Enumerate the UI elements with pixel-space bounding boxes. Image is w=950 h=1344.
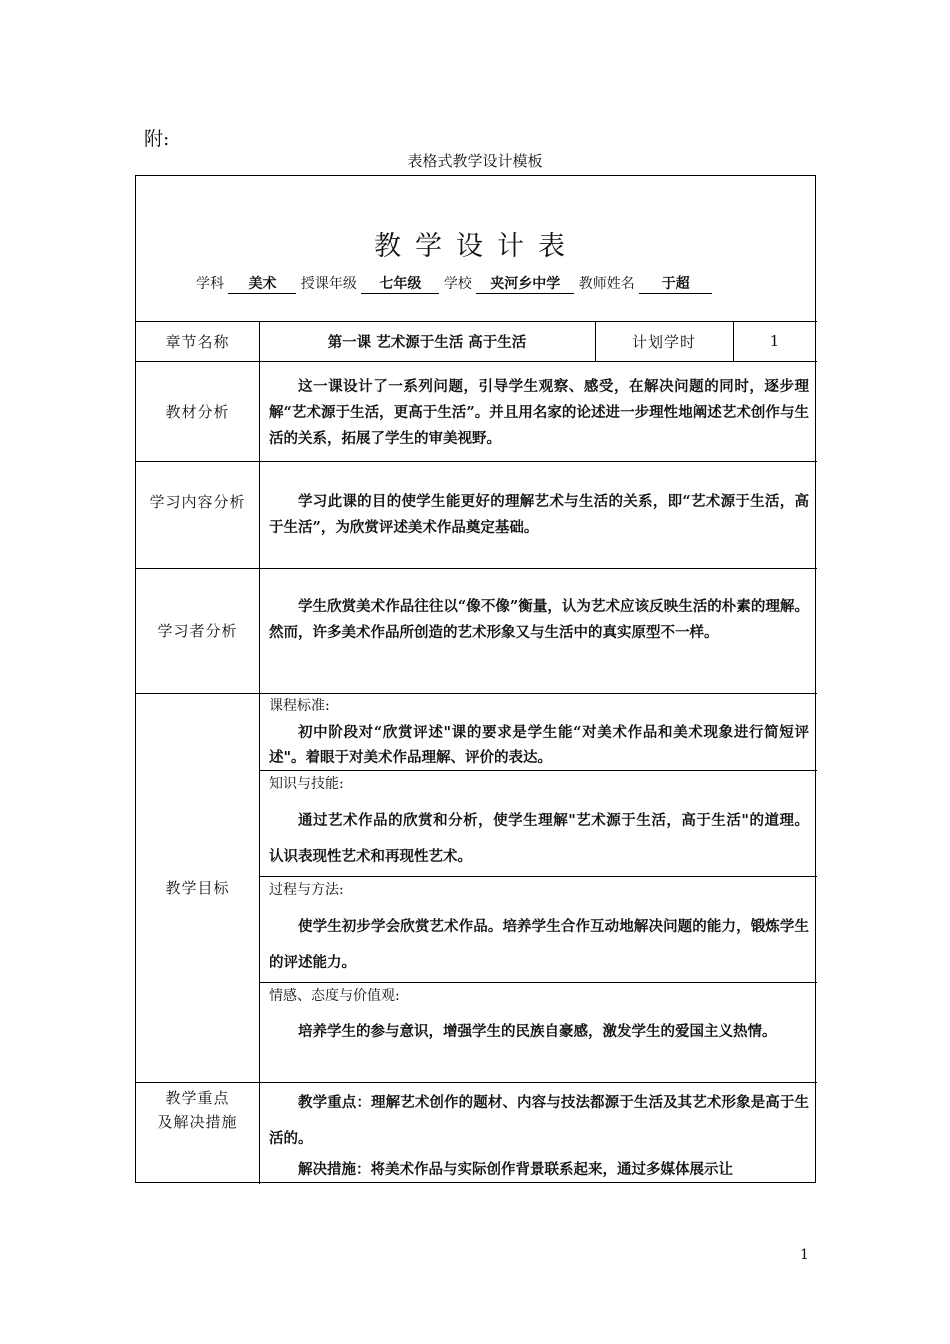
emotion-heading: 情感、态度与价值观: (269, 988, 400, 1004)
template-title: 表格式教学设计模板 (407, 152, 543, 170)
material-text: 这一课设计了一系列问题，引导学生观察、感受，在解决问题的同时，逐步理解“艺术源于生活，更高于生活”。并且用名家的论述进一步理性地阐述艺术创作与生活的关系，拓展了学生的审美视野。 (269, 378, 809, 447)
appendix-label: 附: (144, 128, 170, 150)
school-value: 夹河乡中学 (476, 273, 574, 294)
hours-value: 1 (769, 332, 781, 350)
keypoints-label (136, 1086, 259, 1134)
school-label: 学校 (443, 276, 472, 292)
table-title: 教学设计表 (374, 231, 579, 262)
subject-value: 美术 (228, 273, 296, 294)
chapter-label: 章节名称 (165, 332, 230, 351)
chapter-value: 第一课 艺术源于生活 高于生活 (327, 333, 527, 351)
sub-divider (259, 982, 817, 983)
grade-label: 授课年级 (300, 276, 357, 292)
knowledge-heading: 知识与技能: (269, 776, 344, 792)
sub-divider (259, 770, 817, 771)
grade-value: 七年级 (361, 273, 439, 294)
standard-heading: 课程标准: (269, 698, 330, 714)
process-text: 使学生初步学会欣赏艺术作品。培养学生合作互动地解决问题的能力，锻炼学生的评述能力。 (269, 918, 809, 971)
keypoints-focus: 教学重点：理解艺术创作的题材、内容与技法都源于生活及其艺术形象是高于生活的。 (269, 1094, 809, 1147)
keypoints-measure: 解决措施：将美术作品与实际创作背景联系起来，通过多媒体展示让 (298, 1161, 733, 1178)
column-divider (259, 321, 260, 1184)
goals-label: 教学目标 (165, 879, 230, 897)
learner-label: 学习者分析 (157, 622, 238, 640)
standard-text: 初中阶段对“欣赏评述"课的要求是学生能“对美术作品和美术现象进行简短评述"。着眼于对美术作品理解、评价的表达。 (269, 724, 809, 766)
material-label: 教材分析 (165, 402, 230, 421)
keypoints-label-line1: 教学重点 (165, 1089, 230, 1107)
learner-text: 学生欣赏美术作品往往以“像不像”衡量，认为艺术应该反映生活的朴素的理解。然而，许多美术作品所创造的艺术形象又与生活中的真实原型不一样。 (269, 598, 809, 641)
teacher-label: 教师姓名 (578, 276, 635, 292)
sub-divider (259, 876, 817, 877)
content-text: 学习此课的目的使学生能更好的理解艺术与生活的关系，即“艺术源于生活，高于生活”，为欣赏评述美术作品奠定基础。 (269, 493, 809, 536)
content-label: 学习内容分析 (149, 492, 246, 511)
row-divider (136, 1082, 817, 1083)
process-heading: 过程与方法: (269, 882, 344, 898)
page-number: 1 (800, 1247, 809, 1263)
knowledge-text: 通过艺术作品的欣赏和分析，使学生理解"艺术源于生活，高于生活"的道理。 认识表现性艺术和再现性艺术。 (269, 812, 809, 865)
teacher-value: 于超 (639, 273, 712, 294)
keypoints-label-line2: 及解决措施 (157, 1113, 238, 1131)
hours-label: 计划学时 (631, 332, 696, 351)
lesson-design-table (135, 175, 816, 1183)
info-row (196, 273, 712, 294)
subject-label: 学科 (196, 276, 224, 292)
emotion-text: 培养学生的参与意识，增强学生的民族自豪感，激发学生的爱国主义热情。 (298, 1023, 777, 1040)
